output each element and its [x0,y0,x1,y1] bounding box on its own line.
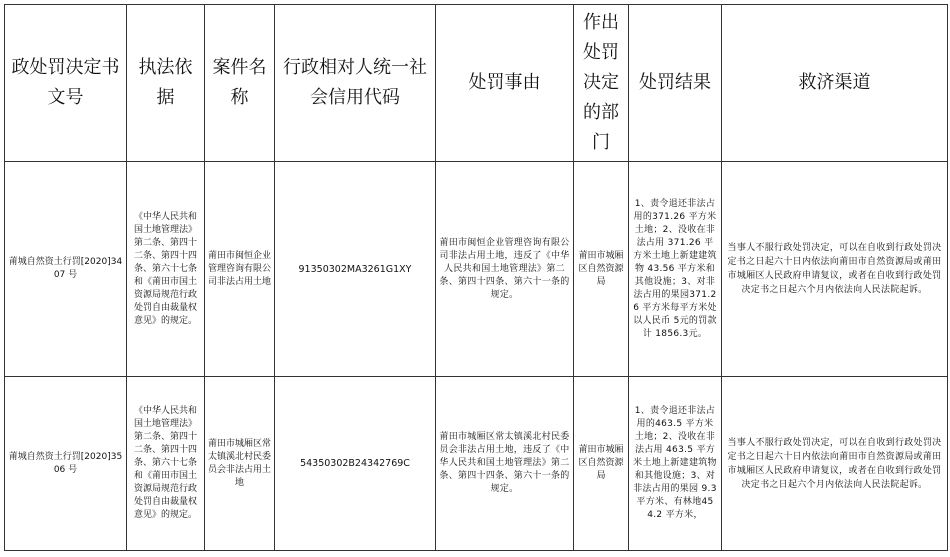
header-dept: 作出处罚决定的部门 [574,5,629,162]
credit-code-cell: 54350302B24342769C [275,377,436,551]
table-row [5,377,948,551]
header-credit-code: 行政相对人统一社会信用代码 [275,5,436,162]
table-row [5,162,948,377]
remedy-cell: 当事人不服行政处罚决定，可以在自收到行政处罚决定书之日起六十日内依法向莆田市自然资源局或莆田市城厢区人民政府申请复议，或者在自收到行政处罚决定书之日起六个月内依法向人民法院起诉。 [722,162,948,377]
header-doc-no: 政处罚决定书文号 [5,5,127,162]
reason-cell: 莆田市闽恒企业管理咨询有限公司非法占用土地，违反了《中华人民共和国土地管理法》第二条、第四十四条、第六十一条的规定。 [436,162,574,377]
header-case-name: 案件名称 [205,5,275,162]
credit-code-cell: 91350302MA3261G1XY [275,162,436,377]
reason-cell: 莆田市城厢区常太镇溪北村民委员会非法占用土地，违反了《中华人民共和国土地管理法》第二条、第四十四条、第六十一条的规定。 [436,377,574,551]
header-remedy: 救济渠道 [722,5,948,162]
result-cell: 1、责令退还非法占用的463.5 平方米土地；2、没收在非法占用 463.5 平方米土地上新建建筑物和其他设施；3、对非法占用的果园 9.3 平方米、有林地454.2 平方米， [629,377,722,551]
dept-cell: 莆田市城厢区自然资源局 [574,162,629,377]
basis-cell: 《中华人民共和国土地管理法》第二条、第四十二条、第四十四条、第六十七条和《莆田市国土资源局规范行政处罚自由裁量权意见》的规定。 [127,377,205,551]
dept-cell: 莆田市城厢区自然资源局 [574,377,629,551]
case-name-cell: 莆田市城厢区常太镇溪北村民委员会非法占用土地 [205,377,275,551]
basis-cell: 《中华人民共和国土地管理法》第二条、第四十二条、第四十四条、第六十七条和《莆田市国土资源局规范行政处罚自由裁量权意见》的规定。 [127,162,205,377]
remedy-cell: 当事人不服行政处罚决定，可以在自收到行政处罚决定书之日起六十日内依法向莆田市自然资源局或莆田市城厢区人民政府申请复议，或者在自收到行政处罚决定书之日起六个月内依法向人民法院起诉。 [722,377,948,551]
doc-no-cell: 莆城自然资土行罚[2020]3506 号 [5,377,127,551]
header-reason: 处罚事由 [436,5,574,162]
header-basis: 执法依据 [127,5,205,162]
case-name-cell: 莆田市闽恒企业管理咨询有限公司非法占用土地 [205,162,275,377]
header-row [5,5,948,162]
result-cell: 1、责令退还非法占用的371.26 平方米土地；2、没收在非法占用 371.26 平方米土地上新建建筑物 43.56 平方米和其他设施；3、对非法占用的果园371.26 平方米每平方米处以人民币 5元的罚款计 1856.3元。 [629,162,722,377]
penalty-table [4,4,948,551]
header-result: 处罚结果 [629,5,722,162]
doc-no-cell: 莆城自然资土行罚[2020]3407 号 [5,162,127,377]
